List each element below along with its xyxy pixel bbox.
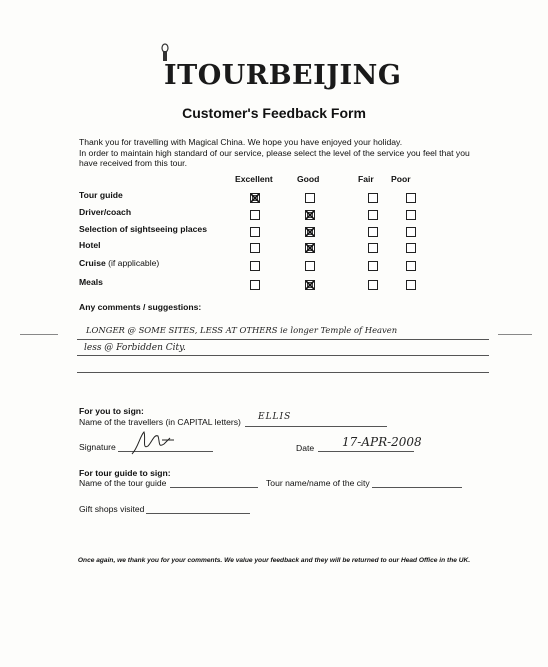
- checkbox-selection-of-sightseeing-places-excellent[interactable]: [250, 227, 260, 237]
- tour-name-label: Tour name/name of the city: [266, 478, 370, 488]
- row-label-hotel: [79, 240, 100, 250]
- comment-handwriting-1: LONGER @ SOME SITES, LESS AT OTHERS ie longer Temple of Heaven: [86, 325, 398, 335]
- check-mark-icon: [306, 211, 314, 219]
- tour-name-line: [372, 487, 462, 488]
- column-header-excellent: Excellent: [235, 174, 273, 184]
- footer-note: Once again, we thank you for your comments. We value your feedback and they will be returned to our Head Office in the UK.: [77, 557, 471, 564]
- signature-scribble: [128, 428, 188, 458]
- brand-logo: ITOURBEIJING: [164, 60, 402, 91]
- guide-heading: For tour guide to sign:: [79, 468, 171, 478]
- checkbox-tour-guide-fair[interactable]: [368, 193, 378, 203]
- column-header-fair: Fair: [358, 174, 374, 184]
- checkbox-hotel-fair[interactable]: [368, 243, 378, 253]
- checkbox-hotel-excellent[interactable]: [250, 243, 260, 253]
- checkbox-meals-poor[interactable]: [406, 280, 416, 290]
- form-title: Customer's Feedback Form: [182, 105, 366, 121]
- checkbox-tour-guide-good[interactable]: [305, 193, 315, 203]
- row-label-meals: [79, 277, 103, 287]
- checkbox-cruise-poor[interactable]: [406, 261, 416, 271]
- row-label-text: Selection of sightseeing places: [79, 224, 207, 234]
- comment-handwriting-2: less @ Forbidden City.: [84, 343, 186, 353]
- check-mark-icon: [251, 194, 259, 202]
- checkbox-meals-excellent[interactable]: [250, 280, 260, 290]
- checkbox-cruise-fair[interactable]: [368, 261, 378, 271]
- guide-name-line: [170, 487, 258, 488]
- checkbox-cruise-excellent[interactable]: [250, 261, 260, 271]
- intro-line-1: Thank you for travelling with Magical China. We hope you have enjoyed your holiday.: [79, 137, 403, 147]
- row-label-selection-of-sightseeing-places: [79, 224, 207, 234]
- traveller-name-line: [245, 426, 387, 427]
- comment-line-1: [77, 339, 489, 340]
- row-label-text: Hotel: [79, 240, 101, 250]
- checkbox-hotel-poor[interactable]: [406, 243, 416, 253]
- scan-mark-right: [498, 334, 532, 335]
- comments-label: Any comments / suggestions:: [79, 302, 202, 312]
- traveller-name-label: Name of the travellers (in CAPITAL letters): [79, 417, 241, 427]
- checkbox-hotel-good[interactable]: [305, 243, 315, 253]
- intro-line-2: In order to maintain high standard of our service, please select the level of the service you feel that you have received from this tour.: [79, 147, 470, 169]
- checkbox-driver-coach-fair[interactable]: [368, 210, 378, 220]
- gift-shops-label: Gift shops visited: [79, 504, 145, 514]
- check-mark-icon: [306, 244, 314, 252]
- date-value: 17-APR-2008: [342, 435, 422, 449]
- checkbox-driver-coach-good[interactable]: [305, 210, 315, 220]
- check-mark-icon: [306, 228, 314, 236]
- checkbox-cruise-good[interactable]: [305, 261, 315, 271]
- checkbox-driver-coach-poor[interactable]: [406, 210, 416, 220]
- row-label-cruise: [79, 258, 159, 268]
- checkbox-tour-guide-excellent[interactable]: [250, 193, 260, 203]
- date-line: [318, 451, 414, 452]
- checkbox-meals-good[interactable]: [305, 280, 315, 290]
- comment-line-3: [77, 372, 489, 373]
- row-label-text: Driver/coach: [79, 207, 132, 217]
- traveller-name-value: ELLIS: [258, 412, 292, 422]
- row-label-text: Tour guide: [79, 190, 123, 200]
- date-label: Date: [296, 443, 315, 453]
- checkbox-tour-guide-poor[interactable]: [406, 193, 416, 203]
- checkbox-selection-of-sightseeing-places-fair[interactable]: [368, 227, 378, 237]
- check-mark-icon: [306, 281, 314, 289]
- gift-shops-line: [146, 513, 250, 514]
- row-label-driver-coach: [79, 207, 131, 217]
- guide-name-label: Name of the tour guide: [79, 478, 167, 488]
- checkbox-driver-coach-excellent[interactable]: [250, 210, 260, 220]
- scan-mark-left: [20, 334, 58, 335]
- row-label-tour-guide: [79, 190, 123, 200]
- row-label-text: Cruise: [79, 258, 106, 268]
- checkbox-selection-of-sightseeing-places-poor[interactable]: [406, 227, 416, 237]
- row-label-note: (if applicable): [108, 258, 160, 268]
- checkbox-selection-of-sightseeing-places-good[interactable]: [305, 227, 315, 237]
- column-header-poor: Poor: [391, 174, 411, 184]
- signature-label: Signature: [79, 442, 116, 452]
- comment-line-2: [77, 355, 489, 356]
- traveller-heading: For you to sign:: [79, 406, 144, 416]
- column-header-good: Good: [297, 174, 320, 184]
- row-label-text: Meals: [79, 277, 103, 287]
- checkbox-meals-fair[interactable]: [368, 280, 378, 290]
- intro-text: [79, 137, 479, 169]
